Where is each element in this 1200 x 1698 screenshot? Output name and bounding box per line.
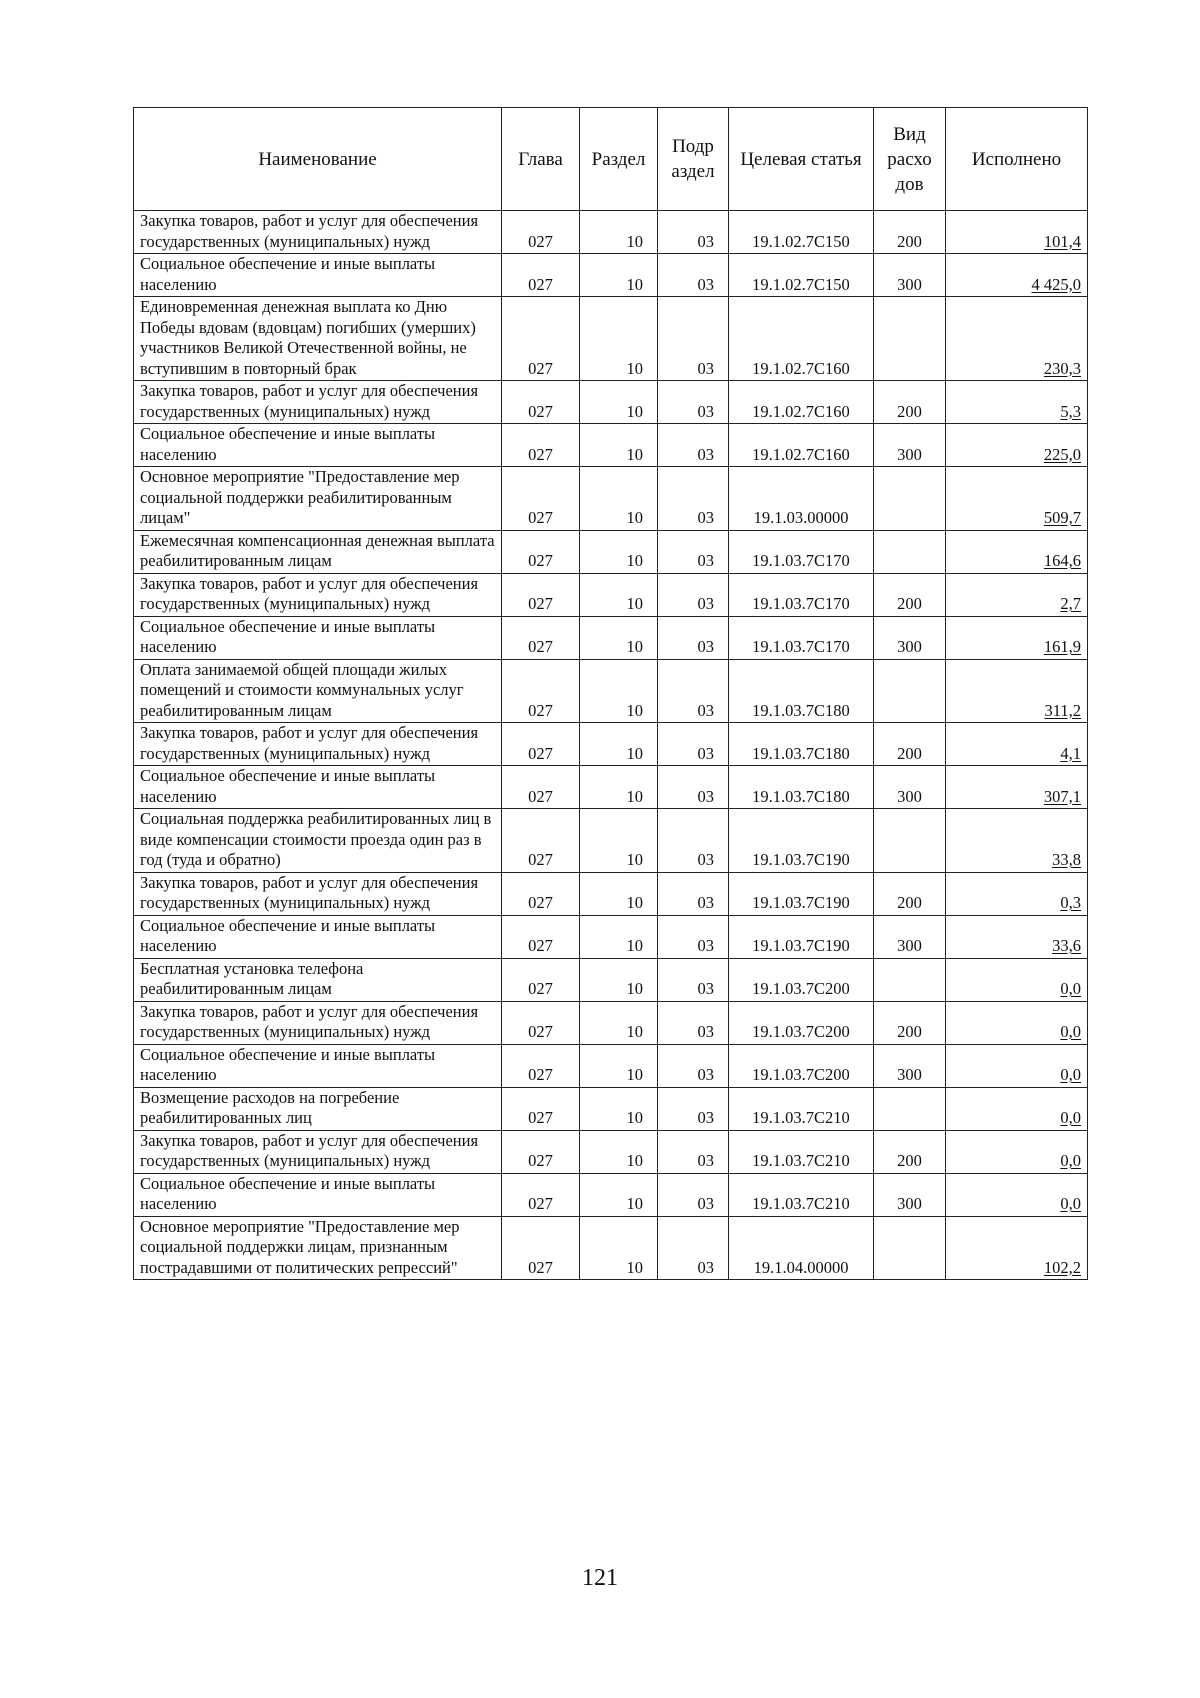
cell-podrazdel: 03 <box>658 1044 729 1087</box>
cell-podrazdel: 03 <box>658 1173 729 1216</box>
cell-ispolneno: 4 425,0 <box>946 254 1088 297</box>
cell-razdel: 10 <box>580 958 658 1001</box>
cell-glava: 027 <box>502 424 580 467</box>
cell-glava: 027 <box>502 1216 580 1280</box>
cell-razdel: 10 <box>580 809 658 873</box>
table-row <box>134 766 1088 809</box>
table-row <box>134 254 1088 297</box>
table-row <box>134 1173 1088 1216</box>
cell-podrazdel: 03 <box>658 211 729 254</box>
table-row <box>134 616 1088 659</box>
cell-razdel: 10 <box>580 1173 658 1216</box>
cell-razdel: 10 <box>580 297 658 381</box>
cell-ispolneno: 0,0 <box>946 1087 1088 1130</box>
cell-name: Основное мероприятие "Предоставление мер социальной поддержки лицам, признанным пострадавшими от политических репрессий" <box>134 1216 502 1280</box>
cell-ispolneno: 161,9 <box>946 616 1088 659</box>
cell-statya: 19.1.03.7С170 <box>729 530 874 573</box>
cell-vid: 300 <box>874 616 946 659</box>
header-vid: Вид расхо дов <box>874 108 946 211</box>
cell-razdel: 10 <box>580 1001 658 1044</box>
cell-glava: 027 <box>502 1130 580 1173</box>
cell-razdel: 10 <box>580 381 658 424</box>
cell-podrazdel: 03 <box>658 1087 729 1130</box>
cell-statya: 19.1.03.00000 <box>729 467 874 531</box>
cell-vid: 200 <box>874 1130 946 1173</box>
cell-glava: 027 <box>502 872 580 915</box>
cell-statya: 19.1.02.7С160 <box>729 381 874 424</box>
table-row <box>134 381 1088 424</box>
cell-glava: 027 <box>502 723 580 766</box>
cell-vid <box>874 958 946 1001</box>
cell-name: Социальное обеспечение и иные выплаты населению <box>134 424 502 467</box>
cell-vid: 200 <box>874 723 946 766</box>
cell-vid <box>874 1216 946 1280</box>
table-row <box>134 809 1088 873</box>
page-number: 121 <box>582 1565 618 1591</box>
cell-vid: 300 <box>874 1044 946 1087</box>
cell-ispolneno: 0,0 <box>946 1001 1088 1044</box>
cell-vid: 300 <box>874 254 946 297</box>
cell-glava: 027 <box>502 659 580 723</box>
cell-name: Закупка товаров, работ и услуг для обеспечения государственных (муниципальных) нужд <box>134 381 502 424</box>
cell-razdel: 10 <box>580 872 658 915</box>
cell-vid <box>874 1087 946 1130</box>
cell-name: Закупка товаров, работ и услуг для обеспечения государственных (муниципальных) нужд <box>134 723 502 766</box>
cell-podrazdel: 03 <box>658 467 729 531</box>
cell-statya: 19.1.03.7С200 <box>729 1001 874 1044</box>
cell-statya: 19.1.04.00000 <box>729 1216 874 1280</box>
cell-name: Ежемесячная компенсационная денежная выплата реабилитированным лицам <box>134 530 502 573</box>
cell-statya: 19.1.03.7С190 <box>729 872 874 915</box>
cell-glava: 027 <box>502 1044 580 1087</box>
cell-podrazdel: 03 <box>658 573 729 616</box>
cell-podrazdel: 03 <box>658 1130 729 1173</box>
cell-razdel: 10 <box>580 915 658 958</box>
cell-podrazdel: 03 <box>658 872 729 915</box>
cell-glava: 027 <box>502 297 580 381</box>
cell-ispolneno: 0,0 <box>946 1173 1088 1216</box>
cell-vid: 200 <box>874 211 946 254</box>
header-glava: Глава <box>502 108 580 211</box>
cell-name: Социальное обеспечение и иные выплаты населению <box>134 616 502 659</box>
cell-podrazdel: 03 <box>658 723 729 766</box>
table-row <box>134 297 1088 381</box>
budget-table <box>133 107 1088 1280</box>
cell-name: Единовременная денежная выплата ко Дню Победы вдовам (вдовцам) погибших (умерших) участников Великой Отечественной войны, не вступившим в повторный брак <box>134 297 502 381</box>
cell-ispolneno: 307,1 <box>946 766 1088 809</box>
cell-podrazdel: 03 <box>658 381 729 424</box>
cell-razdel: 10 <box>580 616 658 659</box>
cell-podrazdel: 03 <box>658 1216 729 1280</box>
cell-podrazdel: 03 <box>658 424 729 467</box>
table-row <box>134 723 1088 766</box>
cell-ispolneno: 33,8 <box>946 809 1088 873</box>
cell-podrazdel: 03 <box>658 297 729 381</box>
cell-vid: 200 <box>874 1001 946 1044</box>
cell-ispolneno: 230,3 <box>946 297 1088 381</box>
cell-glava: 027 <box>502 1173 580 1216</box>
cell-vid <box>874 297 946 381</box>
cell-ispolneno: 164,6 <box>946 530 1088 573</box>
cell-glava: 027 <box>502 1087 580 1130</box>
cell-name: Социальная поддержка реабилитированных лиц в виде компенсации стоимости проезда один раз в год (туда и обратно) <box>134 809 502 873</box>
cell-razdel: 10 <box>580 530 658 573</box>
cell-podrazdel: 03 <box>658 659 729 723</box>
cell-glava: 027 <box>502 915 580 958</box>
cell-name: Возмещение расходов на погребение реабилитированных лиц <box>134 1087 502 1130</box>
cell-vid: 300 <box>874 766 946 809</box>
table-row <box>134 573 1088 616</box>
table-row <box>134 1216 1088 1280</box>
cell-ispolneno: 0,3 <box>946 872 1088 915</box>
cell-statya: 19.1.03.7С210 <box>729 1087 874 1130</box>
cell-statya: 19.1.03.7С170 <box>729 573 874 616</box>
cell-ispolneno: 2,7 <box>946 573 1088 616</box>
header-razdel: Раздел <box>580 108 658 211</box>
table-row <box>134 1087 1088 1130</box>
cell-ispolneno: 311,2 <box>946 659 1088 723</box>
cell-podrazdel: 03 <box>658 616 729 659</box>
cell-glava: 027 <box>502 254 580 297</box>
cell-glava: 027 <box>502 616 580 659</box>
cell-vid <box>874 659 946 723</box>
cell-vid: 200 <box>874 381 946 424</box>
cell-podrazdel: 03 <box>658 809 729 873</box>
cell-name: Социальное обеспечение и иные выплаты населению <box>134 1044 502 1087</box>
cell-vid <box>874 809 946 873</box>
cell-name: Закупка товаров, работ и услуг для обеспечения государственных (муниципальных) нужд <box>134 211 502 254</box>
cell-vid <box>874 467 946 531</box>
cell-razdel: 10 <box>580 659 658 723</box>
table-row <box>134 1001 1088 1044</box>
cell-razdel: 10 <box>580 573 658 616</box>
cell-ispolneno: 0,0 <box>946 958 1088 1001</box>
cell-vid: 300 <box>874 915 946 958</box>
cell-podrazdel: 03 <box>658 766 729 809</box>
cell-vid: 200 <box>874 573 946 616</box>
cell-statya: 19.1.03.7С200 <box>729 958 874 1001</box>
table-header-row <box>134 108 1088 211</box>
cell-glava: 027 <box>502 573 580 616</box>
cell-razdel: 10 <box>580 254 658 297</box>
cell-name: Бесплатная установка телефона реабилитированным лицам <box>134 958 502 1001</box>
cell-name: Социальное обеспечение и иные выплаты населению <box>134 254 502 297</box>
cell-glava: 027 <box>502 809 580 873</box>
cell-razdel: 10 <box>580 424 658 467</box>
cell-ispolneno: 5,3 <box>946 381 1088 424</box>
table-row <box>134 1044 1088 1087</box>
cell-razdel: 10 <box>580 766 658 809</box>
cell-vid: 200 <box>874 872 946 915</box>
cell-razdel: 10 <box>580 211 658 254</box>
cell-name: Основное мероприятие "Предоставление мер социальной поддержки реабилитированным лицам" <box>134 467 502 531</box>
cell-glava: 027 <box>502 381 580 424</box>
cell-name: Закупка товаров, работ и услуг для обеспечения государственных (муниципальных) нужд <box>134 1130 502 1173</box>
header-podrazdel: Подр аздел <box>658 108 729 211</box>
cell-glava: 027 <box>502 958 580 1001</box>
cell-glava: 027 <box>502 211 580 254</box>
cell-razdel: 10 <box>580 723 658 766</box>
header-ispolneno: Исполнено <box>946 108 1088 211</box>
table-row <box>134 958 1088 1001</box>
cell-podrazdel: 03 <box>658 254 729 297</box>
cell-glava: 027 <box>502 766 580 809</box>
header-name: Наименование <box>134 108 502 211</box>
cell-statya: 19.1.03.7С180 <box>729 659 874 723</box>
cell-glava: 027 <box>502 530 580 573</box>
cell-ispolneno: 0,0 <box>946 1130 1088 1173</box>
cell-ispolneno: 0,0 <box>946 1044 1088 1087</box>
cell-glava: 027 <box>502 467 580 531</box>
cell-ispolneno: 33,6 <box>946 915 1088 958</box>
cell-statya: 19.1.03.7С180 <box>729 766 874 809</box>
cell-statya: 19.1.03.7С190 <box>729 809 874 873</box>
table-row <box>134 211 1088 254</box>
cell-ispolneno: 225,0 <box>946 424 1088 467</box>
cell-podrazdel: 03 <box>658 915 729 958</box>
cell-ispolneno: 509,7 <box>946 467 1088 531</box>
cell-statya: 19.1.03.7С210 <box>729 1173 874 1216</box>
table-row <box>134 1130 1088 1173</box>
cell-podrazdel: 03 <box>658 958 729 1001</box>
cell-statya: 19.1.02.7С160 <box>729 424 874 467</box>
table-row <box>134 659 1088 723</box>
table-row <box>134 424 1088 467</box>
cell-razdel: 10 <box>580 467 658 531</box>
header-statya: Целевая статья <box>729 108 874 211</box>
cell-ispolneno: 4,1 <box>946 723 1088 766</box>
cell-ispolneno: 101,4 <box>946 211 1088 254</box>
cell-vid: 300 <box>874 424 946 467</box>
cell-name: Социальное обеспечение и иные выплаты населению <box>134 915 502 958</box>
cell-statya: 19.1.03.7С210 <box>729 1130 874 1173</box>
table-row <box>134 467 1088 531</box>
cell-razdel: 10 <box>580 1087 658 1130</box>
cell-vid: 300 <box>874 1173 946 1216</box>
cell-statya: 19.1.02.7С160 <box>729 297 874 381</box>
cell-statya: 19.1.03.7С200 <box>729 1044 874 1087</box>
cell-statya: 19.1.02.7С150 <box>729 211 874 254</box>
table-row <box>134 915 1088 958</box>
cell-razdel: 10 <box>580 1044 658 1087</box>
cell-name: Оплата занимаемой общей площади жилых помещений и стоимости коммунальных услуг реабилитированным лицам <box>134 659 502 723</box>
cell-name: Социальное обеспечение и иные выплаты населению <box>134 1173 502 1216</box>
cell-name: Закупка товаров, работ и услуг для обеспечения государственных (муниципальных) нужд <box>134 1001 502 1044</box>
cell-podrazdel: 03 <box>658 530 729 573</box>
cell-glava: 027 <box>502 1001 580 1044</box>
cell-razdel: 10 <box>580 1216 658 1280</box>
cell-name: Закупка товаров, работ и услуг для обеспечения государственных (муниципальных) нужд <box>134 573 502 616</box>
cell-name: Закупка товаров, работ и услуг для обеспечения государственных (муниципальных) нужд <box>134 872 502 915</box>
cell-ispolneno: 102,2 <box>946 1216 1088 1280</box>
table-row <box>134 530 1088 573</box>
table-row <box>134 872 1088 915</box>
cell-razdel: 10 <box>580 1130 658 1173</box>
cell-vid <box>874 530 946 573</box>
cell-podrazdel: 03 <box>658 1001 729 1044</box>
cell-name: Социальное обеспечение и иные выплаты населению <box>134 766 502 809</box>
cell-statya: 19.1.03.7С170 <box>729 616 874 659</box>
cell-statya: 19.1.03.7С180 <box>729 723 874 766</box>
cell-statya: 19.1.02.7С150 <box>729 254 874 297</box>
cell-statya: 19.1.03.7С190 <box>729 915 874 958</box>
